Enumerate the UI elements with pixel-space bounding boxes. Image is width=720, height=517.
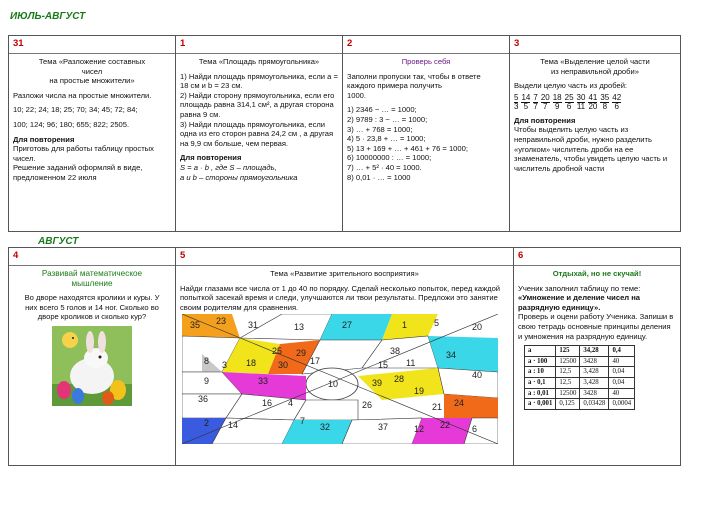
example-item: 5) 13 + 169 + … + 461 + 76 = 1000; [347, 143, 468, 153]
target-value: 1000. [347, 90, 367, 100]
table-cell: 12500 [556, 356, 580, 367]
number-list: 100; 124; 96; 180; 655; 822; 2505. [13, 119, 130, 129]
week-grid-bottom [8, 247, 681, 466]
puzzle-number: 7 [300, 416, 306, 427]
puzzle-number: 17 [310, 356, 321, 367]
card-title: Тема «Разложение составных чисел на простые множители» [38, 57, 146, 86]
example-item: 6) 10000000 : … = 1000; [347, 153, 432, 163]
card-title: Тема «Развитие зрительного восприятия» [270, 269, 419, 278]
table-cell: 3428 [580, 388, 609, 399]
card-title: Тема «Площадь прямоугольника» [198, 57, 320, 66]
day-card-6 [514, 248, 681, 466]
puzzle-number: 16 [262, 398, 273, 409]
table-cell: 0,04 [609, 377, 635, 388]
card-title: Развивай математическое мышление [41, 269, 143, 288]
section-title: АВГУСТ [38, 236, 79, 247]
example-item: 7) … + 5² · 40 = 1000. [347, 162, 422, 172]
puzzle-number: 29 [296, 348, 307, 359]
formula-text: a и b – стороны прямоугольника [180, 172, 298, 182]
day-card-4 [9, 248, 176, 466]
task-text: 1) Найди площадь прямоугольника, если a = 18 см и b = 23 см. [180, 71, 338, 91]
day-card-1 [176, 36, 343, 232]
puzzle-number: 3 [222, 360, 228, 371]
table-cell: a · 100 [525, 356, 556, 367]
puzzle-number: 23 [216, 316, 227, 327]
puzzle-number: 40 [472, 370, 483, 381]
task-text: Выдели целую часть из дробей: [514, 81, 628, 91]
day-number: 3 [510, 36, 680, 54]
example-item: 4) 5 · 23,8 + … = 1000; [347, 134, 426, 144]
puzzle-number: 21 [432, 402, 443, 413]
card-title: Тема «Выделение целой части из неправильной дроби» [540, 57, 650, 76]
table-row [525, 356, 635, 367]
task-text: 2) Найди сторону прямоугольника, если его площадь равна 314,1 см², а другая сторона равна 9 см. [180, 90, 335, 119]
table-cell: a · 0,1 [525, 377, 556, 388]
puzzle-number: 5 [434, 318, 440, 329]
review-heading: Для повторения [13, 134, 75, 144]
table-cell: 12500 [556, 388, 580, 399]
table-cell: 40 [609, 356, 635, 367]
task-text: 3) Найди площадь прямоугольника, если одна из его сторон равна 24,2 см , а другая на 9,9 см больше, чем первая. [180, 119, 334, 148]
table-header-row [525, 346, 635, 357]
task-text: Найди глазами все числа от 1 до 40 по порядку. Сделай несколько попыток, перед каждой попыткой засекай время и следи, улучшаются ли твои результаты. Предложи это занятие своим родителям для сравнения. [180, 283, 501, 312]
example-item: 1) 2346 − … = 1000; [347, 105, 417, 115]
review-text: Чтобы выделить целую часть из неправильной дроби, нужно разделить «уголком» числитель дроби на ее знаменатель, чтобы увидеть целую часть и числитель дробной части [514, 125, 668, 173]
task-text: Разложи числа на простые множители. [13, 90, 152, 100]
review-heading: Для повторения [514, 115, 576, 125]
note-text: Решение заданий оформляй в виде, предложенном 22 июля [13, 163, 143, 182]
table-cell: 0,0004 [609, 399, 635, 410]
example-item: 8) 0,01 · … = 1000 [347, 172, 411, 182]
day-card-31 [9, 36, 176, 232]
card-title: Проверь себя [401, 57, 451, 66]
card-title: Отдыхай, но не скучай! [552, 269, 642, 278]
table-cell: 3,428 [580, 367, 609, 378]
table-cell: a : 10 [525, 367, 556, 378]
table-cell: 12,5 [556, 377, 580, 388]
table-header-cell: 0,4 [609, 346, 635, 357]
day-number: 1 [176, 36, 342, 54]
puzzle-number: 24 [454, 398, 465, 409]
student-table [524, 345, 635, 410]
puzzle-number: 22 [440, 420, 451, 431]
puzzle-number: 18 [246, 358, 257, 369]
fraction: $\frac{25}{6}$ [564, 92, 574, 111]
task-text: Ученик заполнил таблицу по теме: [518, 283, 641, 293]
number-list: 10; 22; 24; 18; 25; 70; 34; 45; 72; 84; [13, 105, 138, 115]
task-text: Заполни пропуски так, чтобы в ответе каждого примера получить [347, 71, 481, 91]
puzzle-number: 2 [204, 418, 210, 429]
fraction: $\frac{30}{11}$ [576, 92, 586, 111]
table-header-cell: a [525, 346, 556, 357]
review-heading: Для повторения [180, 153, 242, 163]
problem-text: Во дворе находятся кролики и куры. У них всего 5 голов и 14 ног. Сколько во дворе кроликов и сколько кур? [24, 293, 160, 322]
puzzle-number: 8 [204, 356, 210, 367]
puzzle-number: 26 [362, 400, 373, 411]
puzzle-number: 6 [472, 424, 478, 435]
week-grid-top [8, 35, 681, 232]
table-row [525, 388, 635, 399]
table-cell: 12,5 [556, 367, 580, 378]
puzzle-number: 11 [406, 358, 416, 369]
day-card-2 [343, 36, 510, 232]
task-text: Проверь и оцени работу Ученика. Запиши в свою тетрадь основные принципы деления и умножения на разрядную единицу. [518, 312, 674, 341]
puzzle-number: 30 [278, 360, 289, 371]
day-number: 4 [9, 248, 175, 266]
puzzle-number: 27 [342, 320, 353, 331]
day-number: 6 [514, 248, 680, 266]
example-item: 2) 9789 : 3 − … = 1000; [347, 114, 428, 124]
review-text: Приготовь для работы таблицу простых чисел. [13, 144, 154, 163]
puzzle-number: 15 [378, 360, 389, 371]
puzzle-number: 36 [198, 394, 209, 405]
puzzle-number: 1 [402, 320, 408, 331]
fraction: $\frac{5}{3}$ [514, 92, 519, 111]
fraction: $\frac{35}{8}$ [600, 92, 610, 111]
table-header-cell: 125 [556, 346, 580, 357]
puzzle-number: 10 [328, 379, 339, 390]
rabbit-chicks-illustration [52, 326, 132, 406]
puzzle-number: 31 [248, 320, 259, 331]
day-number: 5 [176, 248, 513, 266]
formula-text: S = a · b , где S – площадь, [180, 162, 277, 172]
fraction: $\frac{20}{7}$ [540, 92, 550, 111]
table-cell: 0,03428 [580, 399, 609, 410]
puzzle-number: 20 [472, 322, 483, 333]
example-item: 3) … + 768 = 1000; [347, 124, 413, 134]
puzzle-number: 9 [204, 376, 210, 387]
table-row [525, 377, 635, 388]
table-cell: a · 0,001 [525, 399, 556, 410]
topic-text: «Умножение и деление чисел на разрядную единицу». [518, 293, 641, 312]
table-header-cell: 34,28 [580, 346, 609, 357]
table-cell: 0,04 [609, 367, 635, 378]
fraction: $\frac{14}{5}$ [521, 92, 531, 111]
puzzle-number: 37 [378, 422, 389, 433]
fraction-list [514, 94, 676, 111]
day-number: 31 [9, 36, 175, 54]
puzzle-number: 35 [190, 320, 201, 331]
puzzle-number: 13 [294, 322, 305, 333]
puzzle-number: 25 [272, 346, 283, 357]
puzzle-number: 39 [372, 378, 383, 389]
puzzle-number: 4 [288, 398, 294, 409]
puzzle-number: 34 [446, 350, 457, 361]
puzzle-number: 38 [390, 346, 401, 357]
table-row [525, 399, 635, 410]
day-card-3 [510, 36, 681, 232]
table-cell: 0,125 [556, 399, 580, 410]
table-cell: 3428 [580, 356, 609, 367]
puzzle-number: 28 [394, 374, 405, 385]
puzzle-number: 14 [228, 420, 239, 431]
table-cell: a : 0,01 [525, 388, 556, 399]
day-number: 2 [343, 36, 509, 54]
table-cell: 40 [609, 388, 635, 399]
puzzle-number: 12 [414, 424, 425, 435]
puzzle-number: 19 [414, 386, 425, 397]
fraction: $\frac{7}{7}$ [533, 92, 538, 111]
fraction: $\frac{41}{20}$ [588, 92, 598, 111]
number-search-puzzle [182, 314, 498, 444]
table-cell: 3,428 [580, 377, 609, 388]
day-card-5 [176, 248, 514, 466]
puzzle-number: 33 [258, 376, 269, 387]
fraction: $\frac{42}{6}$ [612, 92, 622, 111]
table-row [525, 367, 635, 378]
page-title: ИЮЛЬ-АВГУСТ [10, 11, 86, 22]
puzzle-number: 32 [320, 422, 331, 433]
fraction: $\frac{18}{9}$ [552, 92, 562, 111]
